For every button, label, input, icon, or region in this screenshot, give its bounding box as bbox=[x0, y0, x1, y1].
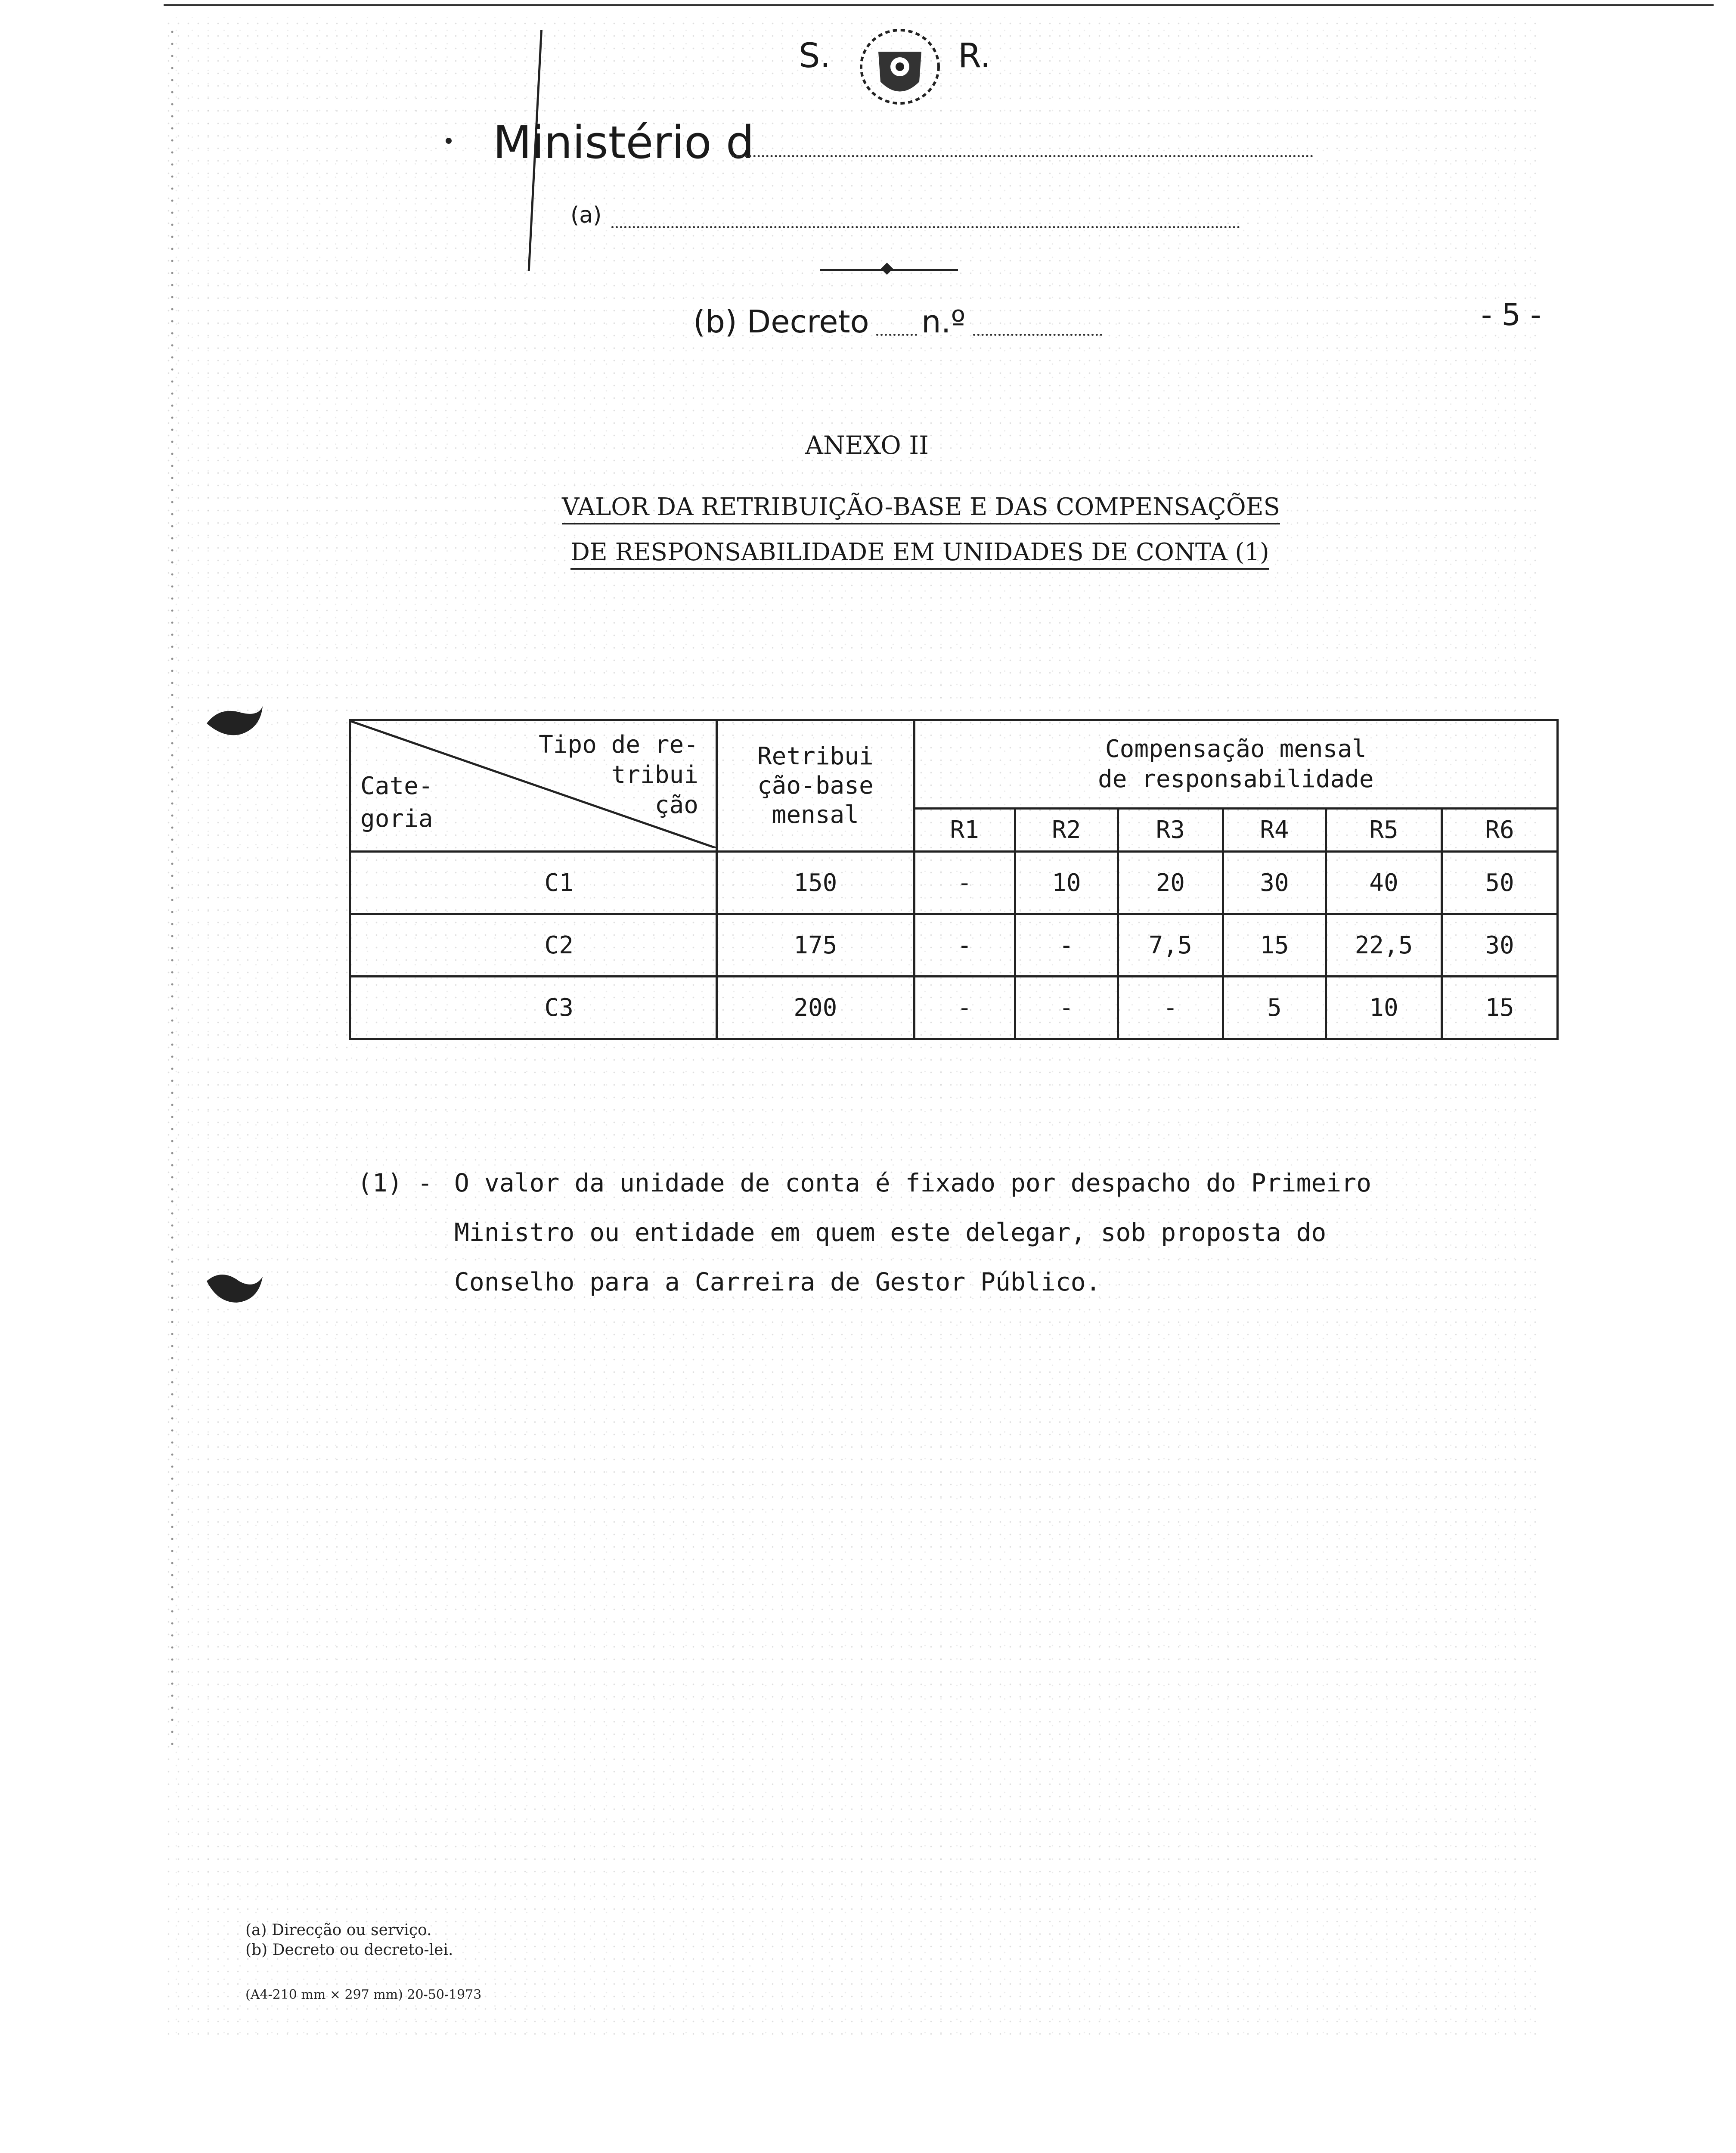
number-fill-line bbox=[973, 334, 1102, 336]
col-header-r4: R4 bbox=[1223, 809, 1326, 852]
row-r1-value: - bbox=[914, 852, 1015, 914]
table-row bbox=[350, 977, 1558, 1039]
footnote-label: (1) - bbox=[357, 1168, 433, 1197]
remuneration-table bbox=[349, 719, 1559, 1040]
annex-subtitle-line1: VALOR DA RETRIBUIÇÃO-BASE E DAS COMPENSAÇÕES bbox=[562, 493, 1280, 524]
row-base-value: 175 bbox=[716, 914, 914, 977]
row-r1-value: - bbox=[914, 914, 1015, 977]
form-note-b: (b) Decreto ou decreto-lei. bbox=[245, 1941, 453, 1959]
row-r3-value: 7,5 bbox=[1118, 914, 1223, 977]
row-r2-value: 10 bbox=[1015, 852, 1118, 914]
row-r6-value: 15 bbox=[1442, 977, 1558, 1039]
col-header-r3: R3 bbox=[1118, 809, 1223, 852]
letter-s: S. bbox=[799, 37, 831, 75]
margin-bird-mark-icon bbox=[202, 698, 267, 745]
row-base-value: 200 bbox=[716, 977, 914, 1039]
header-retribuicao-base: Retribui ção-base mensal bbox=[716, 720, 914, 852]
row-r5-value: 22,5 bbox=[1326, 914, 1442, 977]
decree-fill-line bbox=[876, 334, 917, 336]
row-r2-value: - bbox=[1015, 914, 1118, 977]
form-print-reference: (A4-210 mm × 297 mm) 20-50-1973 bbox=[245, 1987, 482, 2002]
header-categoria: Cate- goria bbox=[360, 772, 433, 833]
diagonal-header-cell bbox=[350, 720, 717, 852]
row-category: C1 bbox=[350, 852, 717, 914]
footnote-text: O valor da unidade de conta é fixado por despacho do Primeiro Ministro ou entidade em quem este delegar, sob proposta do Conselho para a Carreira de Gestor Público. bbox=[454, 1168, 1372, 1297]
top-rule bbox=[164, 4, 1714, 6]
field-a-fill-line bbox=[611, 226, 1240, 228]
coat-of-arms-icon bbox=[855, 26, 945, 112]
row-r3-value: - bbox=[1118, 977, 1223, 1039]
header-tipo-retribuicao: Tipo de re- tribui ção bbox=[539, 731, 698, 819]
row-r4-value: 15 bbox=[1223, 914, 1326, 977]
decree-label: (b) Decreto bbox=[693, 304, 869, 340]
left-margin-perforation bbox=[170, 26, 174, 1748]
bullet-icon bbox=[446, 138, 452, 144]
col-header-r1: R1 bbox=[914, 809, 1015, 852]
letter-r: R. bbox=[958, 37, 991, 75]
margin-bird-mark-icon bbox=[202, 1264, 267, 1311]
page-number: - 5 - bbox=[1481, 297, 1541, 332]
row-category: C2 bbox=[350, 914, 717, 977]
col-header-r2: R2 bbox=[1015, 809, 1118, 852]
row-category: C3 bbox=[350, 977, 717, 1039]
row-r4-value: 5 bbox=[1223, 977, 1326, 1039]
row-r4-value: 30 bbox=[1223, 852, 1326, 914]
header-compensacao: Compensação mensal de responsabilidade bbox=[914, 720, 1557, 809]
row-r3-value: 20 bbox=[1118, 852, 1223, 914]
row-r5-value: 10 bbox=[1326, 977, 1442, 1039]
col-header-r5: R5 bbox=[1326, 809, 1442, 852]
ministry-fill-line bbox=[732, 155, 1313, 157]
col-header-r6: R6 bbox=[1442, 809, 1558, 852]
row-r6-value: 30 bbox=[1442, 914, 1558, 977]
number-label: n.º bbox=[921, 304, 966, 340]
row-r1-value: - bbox=[914, 977, 1015, 1039]
row-r5-value: 40 bbox=[1326, 852, 1442, 914]
row-r2-value: - bbox=[1015, 977, 1118, 1039]
ministry-label: Ministério d bbox=[493, 116, 754, 169]
annex-title: ANEXO II bbox=[805, 431, 929, 460]
field-a-label: (a) bbox=[570, 202, 602, 228]
annex-subtitle-line2: DE RESPONSABILIDADE EM UNIDADES DE CONTA (1) bbox=[570, 538, 1269, 570]
table-row bbox=[350, 914, 1558, 977]
form-note-a: (a) Direcção ou serviço. bbox=[245, 1921, 432, 1939]
row-r6-value: 50 bbox=[1442, 852, 1558, 914]
row-base-value: 150 bbox=[716, 852, 914, 914]
table-row bbox=[350, 852, 1558, 914]
